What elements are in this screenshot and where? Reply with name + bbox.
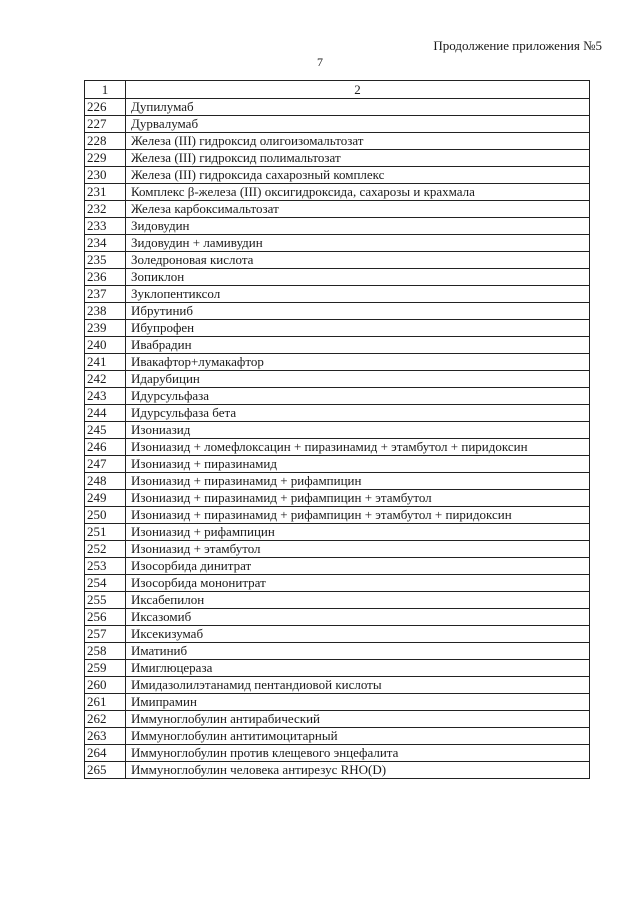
medication-name: Изосорбида мононитрат xyxy=(126,575,590,592)
page-number: 7 xyxy=(317,55,323,69)
medication-name: Иммуноглобулин против клещевого энцефалита xyxy=(126,745,590,762)
row-number: 230 xyxy=(85,167,126,184)
medication-name: Имидазолилэтанамид пентандиовой кислоты xyxy=(126,677,590,694)
row-number: 229 xyxy=(85,150,126,167)
row-number: 262 xyxy=(85,711,126,728)
table-header-row xyxy=(85,81,590,99)
row-number: 239 xyxy=(85,320,126,337)
medication-name: Ибрутиниб xyxy=(126,303,590,320)
row-number: 234 xyxy=(85,235,126,252)
table-row xyxy=(85,388,590,405)
appendix-continuation-header: Продолжение приложения №5 xyxy=(433,38,602,53)
medication-name: Идарубицин xyxy=(126,371,590,388)
row-number: 248 xyxy=(85,473,126,490)
medication-name: Изониазид xyxy=(126,422,590,439)
medication-name: Иммуноглобулин антитимоцитарный xyxy=(126,728,590,745)
medication-name: Иксекизумаб xyxy=(126,626,590,643)
table-body xyxy=(85,99,590,779)
medication-name: Изониазид + пиразинамид xyxy=(126,456,590,473)
table-row xyxy=(85,626,590,643)
table-row xyxy=(85,184,590,201)
medication-name: Изониазид + рифампицин xyxy=(126,524,590,541)
medication-name: Зидовудин + ламивудин xyxy=(126,235,590,252)
row-number: 256 xyxy=(85,609,126,626)
medication-name: Изониазид + пиразинамид + рифампицин xyxy=(126,473,590,490)
row-number: 235 xyxy=(85,252,126,269)
row-number: 232 xyxy=(85,201,126,218)
row-number: 226 xyxy=(85,99,126,116)
table-row xyxy=(85,541,590,558)
medication-name: Имиглюцераза xyxy=(126,660,590,677)
medication-name: Зопиклон xyxy=(126,269,590,286)
medication-name: Железа (III) гидроксида сахарозный комплекс xyxy=(126,167,590,184)
table-row xyxy=(85,711,590,728)
medication-name: Идурсульфаза xyxy=(126,388,590,405)
medication-name: Зидовудин xyxy=(126,218,590,235)
row-number: 250 xyxy=(85,507,126,524)
table-row xyxy=(85,371,590,388)
table-row xyxy=(85,694,590,711)
table-row xyxy=(85,592,590,609)
row-number: 257 xyxy=(85,626,126,643)
table-row xyxy=(85,558,590,575)
medication-name: Железа (III) гидроксид полимальтозат xyxy=(126,150,590,167)
row-number: 241 xyxy=(85,354,126,371)
row-number: 242 xyxy=(85,371,126,388)
medication-name: Железа карбоксимальтозат xyxy=(126,201,590,218)
table-row xyxy=(85,133,590,150)
row-number: 252 xyxy=(85,541,126,558)
medication-name: Иммуноглобулин антирабический xyxy=(126,711,590,728)
table-row xyxy=(85,745,590,762)
row-number: 259 xyxy=(85,660,126,677)
table-row xyxy=(85,490,590,507)
table-row xyxy=(85,456,590,473)
medication-name: Дурвалумаб xyxy=(126,116,590,133)
table-row xyxy=(85,643,590,660)
table-row xyxy=(85,677,590,694)
row-number: 243 xyxy=(85,388,126,405)
medication-name: Изониазид + ломефлоксацин + пиразинамид + этамбутол + пиридоксин xyxy=(126,439,590,456)
row-number: 254 xyxy=(85,575,126,592)
table-row xyxy=(85,422,590,439)
table-row xyxy=(85,337,590,354)
medication-name: Изониазид + пиразинамид + рифампицин + этамбутол + пиридоксин xyxy=(126,507,590,524)
table-row xyxy=(85,575,590,592)
table-row xyxy=(85,439,590,456)
table-row xyxy=(85,320,590,337)
medication-name: Ивакафтор+лумакафтор xyxy=(126,354,590,371)
table-row xyxy=(85,728,590,745)
column-header-number: 1 xyxy=(85,81,126,99)
row-number: 249 xyxy=(85,490,126,507)
row-number: 236 xyxy=(85,269,126,286)
table-row xyxy=(85,762,590,779)
table-row xyxy=(85,269,590,286)
medication-name: Изониазид + пиразинамид + рифампицин + этамбутол xyxy=(126,490,590,507)
row-number: 228 xyxy=(85,133,126,150)
table-row xyxy=(85,252,590,269)
medication-name: Иматиниб xyxy=(126,643,590,660)
medication-name: Дупилумаб xyxy=(126,99,590,116)
medication-name: Ибупрофен xyxy=(126,320,590,337)
row-number: 231 xyxy=(85,184,126,201)
row-number: 253 xyxy=(85,558,126,575)
medication-name: Зуклопентиксол xyxy=(126,286,590,303)
table-row xyxy=(85,201,590,218)
table-row xyxy=(85,150,590,167)
row-number: 251 xyxy=(85,524,126,541)
row-number: 246 xyxy=(85,439,126,456)
table-row xyxy=(85,218,590,235)
medication-name: Имипрамин xyxy=(126,694,590,711)
table-row xyxy=(85,99,590,116)
row-number: 261 xyxy=(85,694,126,711)
row-number: 227 xyxy=(85,116,126,133)
row-number: 260 xyxy=(85,677,126,694)
medication-name: Ивабрадин xyxy=(126,337,590,354)
row-number: 263 xyxy=(85,728,126,745)
medication-name: Изониазид + этамбутол xyxy=(126,541,590,558)
table-row xyxy=(85,473,590,490)
row-number: 245 xyxy=(85,422,126,439)
medication-name: Изосорбида динитрат xyxy=(126,558,590,575)
medication-name: Иксазомиб xyxy=(126,609,590,626)
row-number: 255 xyxy=(85,592,126,609)
row-number: 264 xyxy=(85,745,126,762)
table-row xyxy=(85,354,590,371)
medication-name: Комплекс β-железа (III) оксигидроксида, сахарозы и крахмала xyxy=(126,184,590,201)
row-number: 237 xyxy=(85,286,126,303)
row-number: 233 xyxy=(85,218,126,235)
table-row xyxy=(85,609,590,626)
table-row xyxy=(85,660,590,677)
row-number: 258 xyxy=(85,643,126,660)
column-header-name: 2 xyxy=(126,81,590,99)
medication-name: Железа (III) гидроксид олигоизомальтозат xyxy=(126,133,590,150)
table-row xyxy=(85,286,590,303)
row-number: 244 xyxy=(85,405,126,422)
table-row xyxy=(85,167,590,184)
medication-name: Золедроновая кислота xyxy=(126,252,590,269)
row-number: 265 xyxy=(85,762,126,779)
table-row xyxy=(85,303,590,320)
table-row xyxy=(85,116,590,133)
table-row xyxy=(85,507,590,524)
medications-table xyxy=(84,80,590,779)
medication-name: Иммуноглобулин человека антирезус RHO(D) xyxy=(126,762,590,779)
row-number: 238 xyxy=(85,303,126,320)
row-number: 240 xyxy=(85,337,126,354)
medication-name: Идурсульфаза бета xyxy=(126,405,590,422)
table-row xyxy=(85,235,590,252)
table-row xyxy=(85,524,590,541)
medication-name: Иксабепилон xyxy=(126,592,590,609)
row-number: 247 xyxy=(85,456,126,473)
table-row xyxy=(85,405,590,422)
